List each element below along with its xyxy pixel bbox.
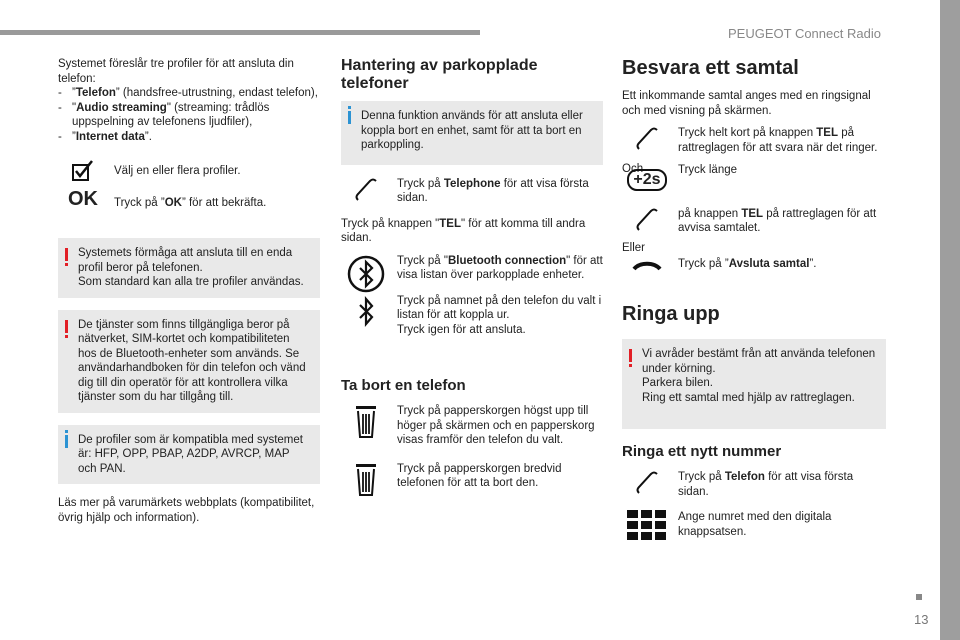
phone-handset-icon bbox=[622, 207, 672, 241]
step-end-call: Tryck på ”Avsluta samtal”. bbox=[622, 257, 886, 287]
step-long-press: +2s Tryck länge bbox=[622, 163, 886, 193]
profile-item: - ”Internet data”. bbox=[58, 130, 152, 143]
warning-box: Vi avråder bestämt från att använda telefonen under körning. Parkera bilen. Ring ett samtal med hjälp av rattreglagen. bbox=[622, 339, 886, 429]
header-rule bbox=[0, 30, 480, 35]
phone-handset-icon bbox=[622, 470, 672, 504]
step-select-profiles: Välj en eller flera profiler. bbox=[58, 158, 320, 188]
continued-marker bbox=[916, 594, 922, 600]
step-reject-call: på knappen TEL på rattreglagen för att avvisa samtalet. bbox=[622, 207, 886, 237]
warning-icon bbox=[629, 349, 632, 362]
step-connect-phone: Tryck på namnet på den telefon du valt i listan för att koppla ur. Tryck igen för att ansluta. bbox=[341, 294, 603, 338]
trash-icon bbox=[341, 404, 391, 438]
section-heading: Besvara ett samtal bbox=[622, 57, 799, 79]
step-telephone: Tryck på Telephone för att visa första sidan. bbox=[341, 177, 603, 207]
page-number: 13 bbox=[914, 612, 929, 627]
step-show-trash: Tryck på papperskorgen högst upp till höger på skärmen och en papperskorg visas framför den telefon du valt. bbox=[341, 404, 603, 448]
page-edge-strip bbox=[940, 0, 960, 640]
long-press-icon: +2s bbox=[622, 169, 672, 203]
column-2 bbox=[341, 57, 603, 492]
keypad-icon bbox=[622, 510, 672, 544]
section-heading: Ta bort en telefon bbox=[341, 377, 466, 394]
section-heading: Ringa ett nytt nummer bbox=[622, 443, 782, 460]
step-tel-button: Tryck på knappen "TEL" för att komma till andra sidan. bbox=[341, 217, 586, 244]
warning-icon bbox=[65, 320, 68, 333]
section-heading: Ringa upp bbox=[622, 303, 720, 325]
warning-box: De tjänster som finns tillgängliga beror på nätverket, SIM-kortet och kompatibiliteten hos de Bluetooth-enheter som används. Se användarhandboken för din telefon och vänd dig till din operatör för att kontrollera vilka tjänster som du har tillgång till. bbox=[58, 310, 320, 413]
step-bluetooth-connection: Tryck på "Bluetooth connection" för att visa listan över parkopplade enheter. bbox=[341, 254, 603, 284]
profile-item: - "Audio streaming" (streaming: trådlös uppspelning av telefonens ljudfiler), bbox=[58, 101, 270, 128]
trash-icon bbox=[341, 462, 391, 496]
info-icon bbox=[348, 111, 351, 124]
info-icon bbox=[65, 435, 68, 448]
och-label: Och bbox=[622, 163, 644, 175]
ok-icon: OK bbox=[68, 188, 98, 210]
profile-item: - ”Telefon” (handsfree-utrustning, endast telefon), bbox=[58, 87, 318, 99]
phone-handset-icon bbox=[341, 177, 391, 211]
profiles-intro: Systemet föreslår tre profiler för att ansluta din telefon: bbox=[58, 58, 294, 85]
step-enter-number: Ange numret med den digitala knappsatsen. bbox=[622, 510, 886, 540]
page-header-title: PEUGEOT Connect Radio bbox=[728, 26, 881, 41]
section-heading: Hantering av parkopplade telefoner bbox=[341, 57, 538, 92]
info-box: De profiler som är kompatibla med systemet är: HFP, OPP, PBAP, A2DP, AVRCP, MAP och PAN. bbox=[58, 425, 320, 485]
hang-up-icon bbox=[622, 257, 672, 291]
warning-box: Systemets förmåga att ansluta till en enda profil beror på telefonen. Som standard kan alla tre profiler användas. bbox=[58, 238, 320, 298]
bluetooth-icon bbox=[341, 294, 391, 328]
column-3: Besvara ett samtal Ett inkommande samtal anges med en ringsignal och med visning på skärmen. Tryck helt kort på knappen TEL på rattreglagen för att svara när det ringer. Och +2s Tryck länge på knappen TEL på rattreglagen för att avvisa samtalet. Eller Tryck på ”Avsluta samtal”. Ringa upp Vi avråder bestämt från att använda telefonen under körning. Parkera bilen. Ring ett samtal med hjälp av rattreglagen. Ringa ett nytt nummer Tryck på Telefon för att visa första sidan. Ange numret med den digitala knappsatsen. bbox=[622, 57, 886, 540]
eller-label: Eller bbox=[622, 241, 646, 254]
info-box: Denna funktion används för att ansluta eller koppla bort en enhet, samt för att ta bort en parkoppling. bbox=[341, 101, 603, 165]
step-answer-call: Tryck helt kort på knappen TEL på rattreglagen för att svara när det ringer. bbox=[622, 126, 886, 156]
warning-icon bbox=[65, 248, 68, 261]
step-delete-phone: Tryck på papperskorgen bredvid telefonen för att ta bort den. bbox=[341, 462, 603, 492]
step-show-phone: Tryck på Telefon för att visa första sidan. bbox=[622, 470, 886, 500]
phone-handset-icon bbox=[622, 126, 672, 160]
bluetooth-circle-icon bbox=[341, 254, 391, 288]
step-confirm-ok: OK Tryck på ”OK” för att bekräfta. bbox=[58, 192, 320, 222]
footer-note: Läs mer på varumärkets webbplats (kompatibilitet, övrig hjälp och information). bbox=[58, 497, 315, 524]
column-1 bbox=[58, 57, 320, 525]
checkbox-icon bbox=[58, 158, 108, 192]
